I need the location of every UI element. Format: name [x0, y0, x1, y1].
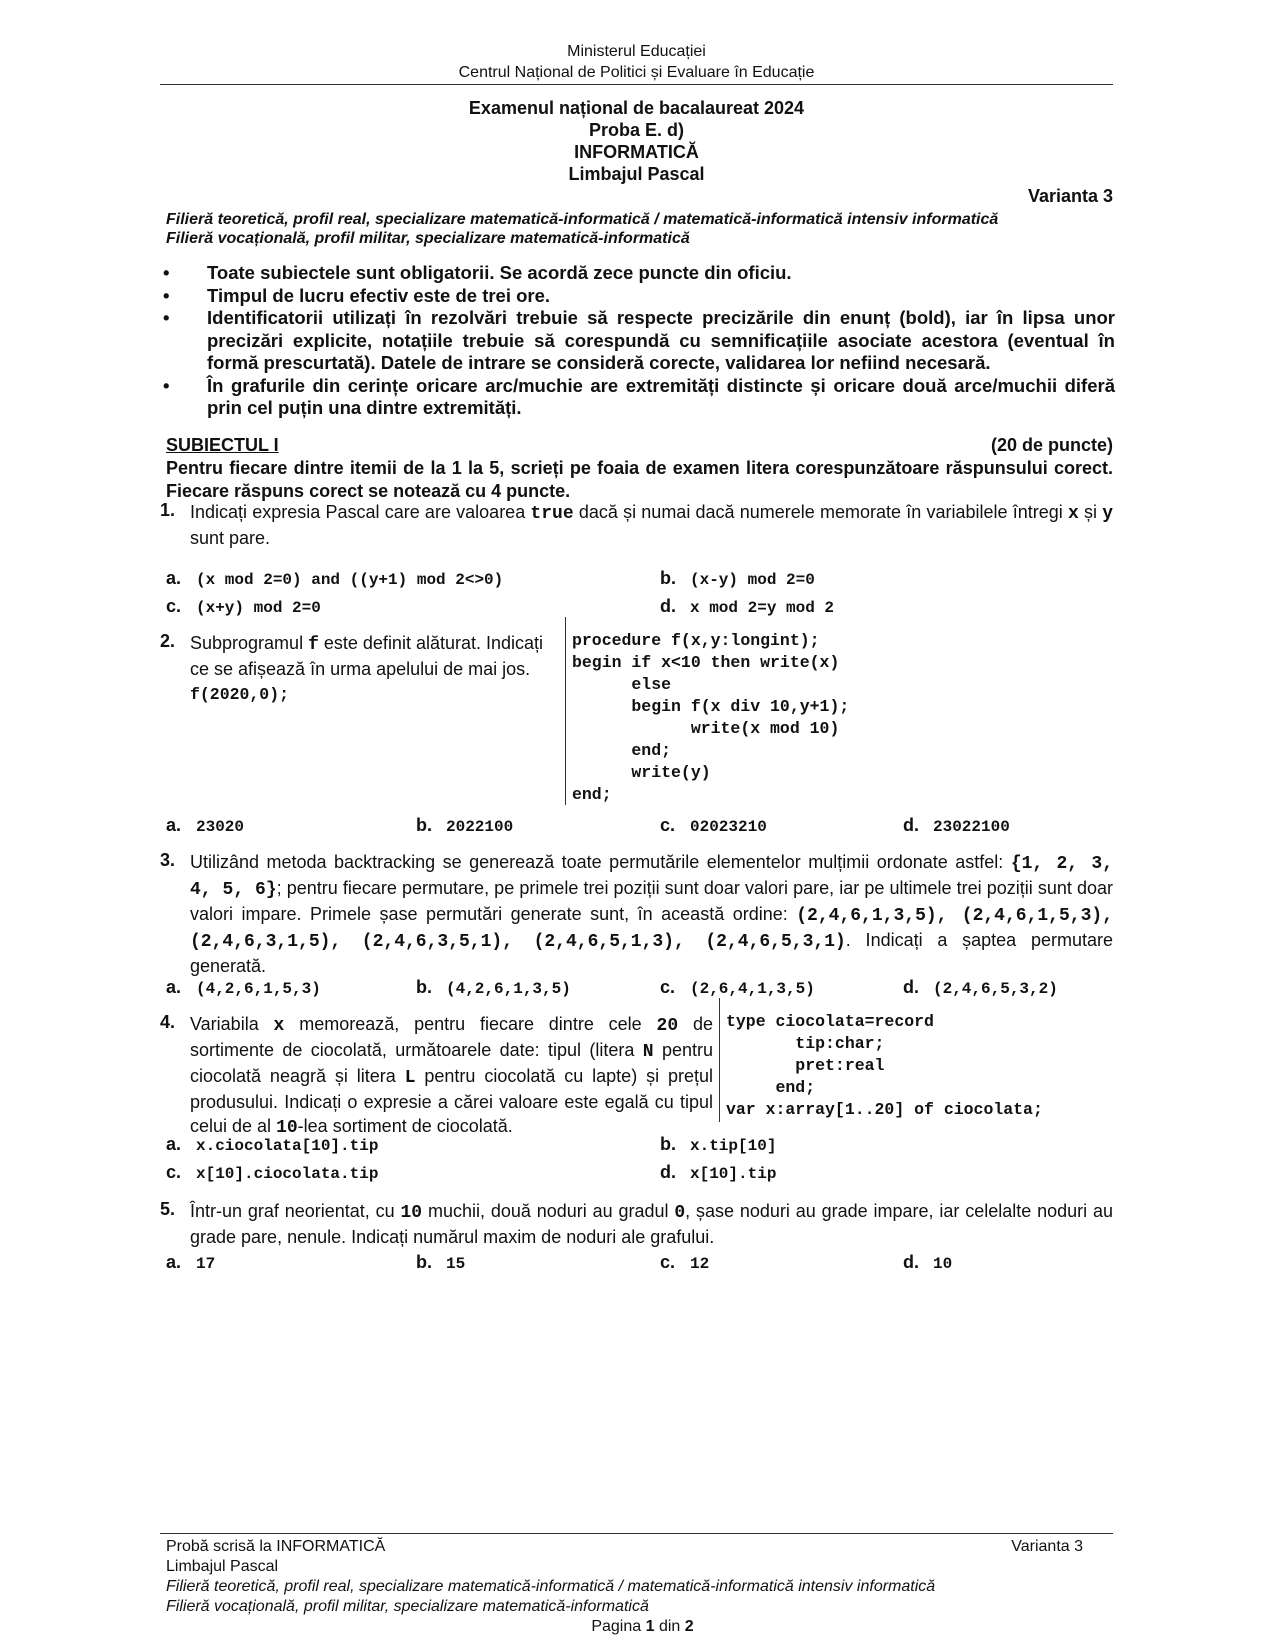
option-letter: c.: [660, 977, 676, 997]
text: . Indicați a șaptea permutare generată.: [190, 930, 1113, 976]
question-number: 3.: [160, 850, 176, 870]
option-a: [166, 1252, 215, 1273]
filiera-block: [166, 210, 998, 248]
text: Într-un graf neorientat, cu: [190, 1201, 401, 1221]
rule-item: [160, 375, 1115, 420]
proba-title: Proba E. d): [588, 120, 684, 140]
text: este definit alăturat. Indicați ce se afișează în urma apelului de mai jos.: [190, 633, 544, 679]
page-of: din: [654, 1618, 685, 1635]
page-number: [166, 1617, 1119, 1637]
text: memorează, pentru fiecare dintre cele: [284, 1014, 657, 1034]
question-2-text: [190, 631, 560, 707]
option-letter: b.: [660, 568, 676, 588]
option-value: (2,6,4,1,3,5): [690, 980, 815, 998]
text: Subprogramul: [190, 633, 309, 653]
option-a: [166, 1134, 378, 1155]
option-value: 23022100: [933, 818, 1010, 836]
option-d: [660, 596, 834, 617]
bullet: •: [163, 374, 170, 396]
code-block: procedure f(x,y:longint); begin if x<10 then write(x) else begin f(x div 10,y+1); write(x mod 10) end; write(y) end;: [572, 631, 850, 804]
text: -lea sortiment de ciocolată.: [297, 1116, 513, 1136]
option-value: x mod 2=y mod 2: [690, 599, 835, 617]
footer-line-2: Limbajul Pascal: [166, 1558, 279, 1575]
footer-variant: Varianta 3: [1011, 1538, 1083, 1555]
option-letter: b.: [416, 815, 432, 835]
option-a: [166, 815, 244, 836]
subject-points: (20 de puncte): [990, 435, 1113, 455]
text: pentru ciocolată neagră și litera: [190, 1040, 713, 1086]
text: Indicați expresia Pascal care are valoarea: [190, 502, 531, 522]
code-divider: [719, 998, 720, 1122]
option-letter: a.: [166, 568, 182, 588]
center-header: Centrul Național de Politici și Evaluare în Educație: [458, 64, 815, 81]
option-value: x.tip[10]: [690, 1137, 777, 1155]
option-value: 12: [690, 1255, 710, 1273]
code-inline: 20: [656, 1016, 679, 1036]
option-value: (x+y) mod 2=0: [196, 599, 321, 617]
option-value: x.ciocolata[10].tip: [196, 1137, 379, 1155]
code-block: type ciocolata=record tip:char; pret:real end; var x:array[1..20] of ciocolata;: [726, 1012, 1043, 1119]
text: Variabila: [190, 1014, 274, 1034]
option-c: [660, 1252, 709, 1273]
option-letter: a.: [166, 1134, 182, 1154]
option-letter: a.: [166, 977, 182, 997]
permutations-list: (2,4,6,1,3,5), (2,4,6,1,5,3), (2,4,6,3,1,5), (2,4,6,3,5,1), (2,4,6,5,1,3), (2,4,6,5,3,1): [190, 906, 1113, 952]
option-d: [903, 1252, 952, 1273]
filiera-line-1: Filieră teoretică, profil real, specializare matematică-informatică / matematică-informatică intensiv informatică: [166, 211, 999, 228]
variant-label: Varianta 3: [1027, 186, 1113, 206]
option-letter: b.: [416, 1252, 432, 1272]
exam-titles: [160, 97, 1113, 185]
text: dacă și numai dacă numerele memorate în variabilele întregi: [573, 502, 1068, 522]
page-total: 2: [684, 1618, 694, 1635]
code-inline: L: [404, 1068, 416, 1088]
rule-item: [160, 262, 1115, 285]
code-inline: x: [273, 1016, 285, 1036]
rule-item: [160, 307, 1115, 375]
option-letter: d.: [660, 1162, 676, 1182]
option-b: [416, 977, 571, 998]
text: și: [1078, 502, 1103, 522]
rule-text: Toate subiectele sunt obligatorii. Se acordă zece puncte din oficiu.: [207, 262, 792, 283]
code-inline: 0: [674, 1203, 686, 1223]
question-number: 2.: [160, 631, 176, 651]
option-letter: d.: [660, 596, 676, 616]
subject-title: INFORMATICĂ: [574, 142, 699, 162]
question-5-text: [190, 1199, 1113, 1249]
option-b: [660, 568, 815, 589]
question-number: 5.: [160, 1199, 176, 1219]
option-value: (4,2,6,1,5,3): [196, 980, 321, 998]
footer-line-1: [166, 1537, 1113, 1557]
option-value: 02023210: [690, 818, 767, 836]
rule-text: Identificatorii utilizați în rezolvări trebuie să respecte precizările din enunț (bold), iar în lipsa unor precizări explicite, notațiile trebuie să corespundă cu semnificațiile asociate acestora (eventual în formă prescurtată). Datele de intrare se consideră corecte, validarea lor nefiind necesară.: [207, 307, 1115, 373]
option-value: 15: [446, 1255, 466, 1273]
option-value: (x-y) mod 2=0: [690, 571, 815, 589]
option-b: [416, 1252, 465, 1273]
option-d: [903, 815, 1010, 836]
footer-text: Probă scrisă la INFORMATICĂ: [166, 1538, 386, 1555]
option-d: [660, 1162, 776, 1183]
option-letter: d.: [903, 1252, 919, 1272]
rule-text: În grafurile din cerințe oricare arc/muchie are extremități distincte și oricare două arce/muchii diferă prin cel puțin una dintre extremități.: [207, 374, 1115, 418]
question-number: 1.: [160, 500, 176, 520]
rules-list: [160, 262, 1115, 420]
code-inline: 10: [400, 1203, 423, 1223]
text: ; pentru fiecare permutare, pe primele trei poziții sunt doar valori pare, iar pe ultimele trei poziții sunt doar valori impare. Primele șase permutări generate sunt, în această ordine:: [190, 878, 1113, 924]
option-letter: b.: [660, 1134, 676, 1154]
option-letter: c.: [166, 596, 182, 616]
option-a: [166, 568, 503, 589]
option-value: (2,4,6,5,3,2): [933, 980, 1058, 998]
option-letter: c.: [166, 1162, 182, 1182]
option-value: 10: [933, 1255, 953, 1273]
language-title: Limbajul Pascal: [568, 164, 705, 184]
option-letter: d.: [903, 815, 919, 835]
code-inline: true: [530, 504, 574, 524]
bullet: •: [163, 262, 170, 283]
rule-item: [160, 285, 1115, 308]
rule-text: Timpul de lucru efectiv este de trei ore.: [207, 284, 551, 306]
option-value: x[10].ciocolata.tip: [196, 1165, 379, 1183]
code-inline: y: [1102, 504, 1113, 524]
header-divider: [160, 84, 1113, 85]
text: , șase noduri au grade impare, iar celelalte noduri au grade pare, nenule. Indicați numărul maxim de noduri ale grafului.: [190, 1201, 1113, 1247]
option-letter: b.: [416, 977, 432, 997]
option-b: [660, 1134, 776, 1155]
footer-divider: [160, 1533, 1113, 1534]
subject-instruction: Pentru fiecare dintre itemii de la 1 la 5, scrieți pe foaia de examen litera corespunzătoare răspunsului corect. Fiecare răspuns corect se notează cu 4 puncte.: [166, 458, 1113, 501]
footer-line-3: Filieră teoretică, profil real, specializare matematică-informatică / matematică-informatică intensiv informatică: [166, 1578, 936, 1595]
page-footer: [166, 1537, 1113, 1637]
question-1-text: [190, 500, 1113, 550]
question-3-text: [190, 850, 1113, 978]
option-letter: c.: [660, 815, 676, 835]
code-inline: f: [308, 635, 319, 655]
option-d: [903, 977, 1058, 998]
function-call: f(2020,0);: [190, 685, 290, 704]
option-c: [166, 596, 321, 617]
bullet: •: [163, 307, 170, 328]
option-value: (4,2,6,1,3,5): [446, 980, 571, 998]
option-c: [166, 1162, 378, 1183]
code-inline: N: [642, 1042, 654, 1062]
option-value: (x mod 2=0) and ((y+1) mod 2<>0): [196, 571, 504, 589]
option-value: 2022100: [446, 818, 514, 836]
option-a: [166, 977, 321, 998]
question-number: 4.: [160, 1012, 176, 1032]
code-inline: x: [1067, 504, 1079, 524]
option-letter: c.: [660, 1252, 676, 1272]
text: sunt pare.: [190, 528, 271, 548]
set-notation: {1, 2, 3, 4, 5, 6}: [190, 854, 1114, 900]
footer-line-4: Filieră vocațională, profil militar, specializare matematică-informatică: [166, 1598, 649, 1615]
option-value: 23020: [196, 818, 245, 836]
option-letter: a.: [166, 1252, 182, 1272]
option-value: 17: [196, 1255, 216, 1273]
ministry-header: Ministerul Educației: [567, 43, 706, 60]
question-4-text: [190, 1012, 713, 1140]
page-current: 1: [645, 1618, 655, 1635]
option-letter: d.: [903, 977, 919, 997]
exam-title: Examenul național de bacalaureat 2024: [468, 98, 805, 118]
text: Utilizând metoda backtracking se generează toate permutările elementelor mulțimii ordonate astfel:: [190, 852, 1011, 872]
code-inline: 10: [276, 1118, 298, 1138]
subject-heading: [166, 435, 1113, 456]
page-word: Pagina: [591, 1618, 646, 1635]
option-c: [660, 815, 767, 836]
text: muchii, două noduri au gradul: [422, 1201, 675, 1221]
option-b: [416, 815, 513, 836]
subject-title: SUBIECTUL I: [166, 435, 279, 455]
code-divider: [565, 617, 566, 805]
text: de sortimente de ciocolată, următoarele date: tipul (litera: [190, 1014, 713, 1060]
text: pentru ciocolată cu lapte) și prețul produsului. Indicați o expresie a cărei valoare este egală cu tipul celui de al: [190, 1066, 714, 1136]
filiera-line-2: Filieră vocațională, profil militar, specializare matematică-informatică: [166, 230, 690, 247]
option-c: [660, 977, 815, 998]
option-value: x[10].tip: [690, 1165, 777, 1183]
option-letter: a.: [166, 815, 182, 835]
bullet: •: [163, 284, 170, 306]
